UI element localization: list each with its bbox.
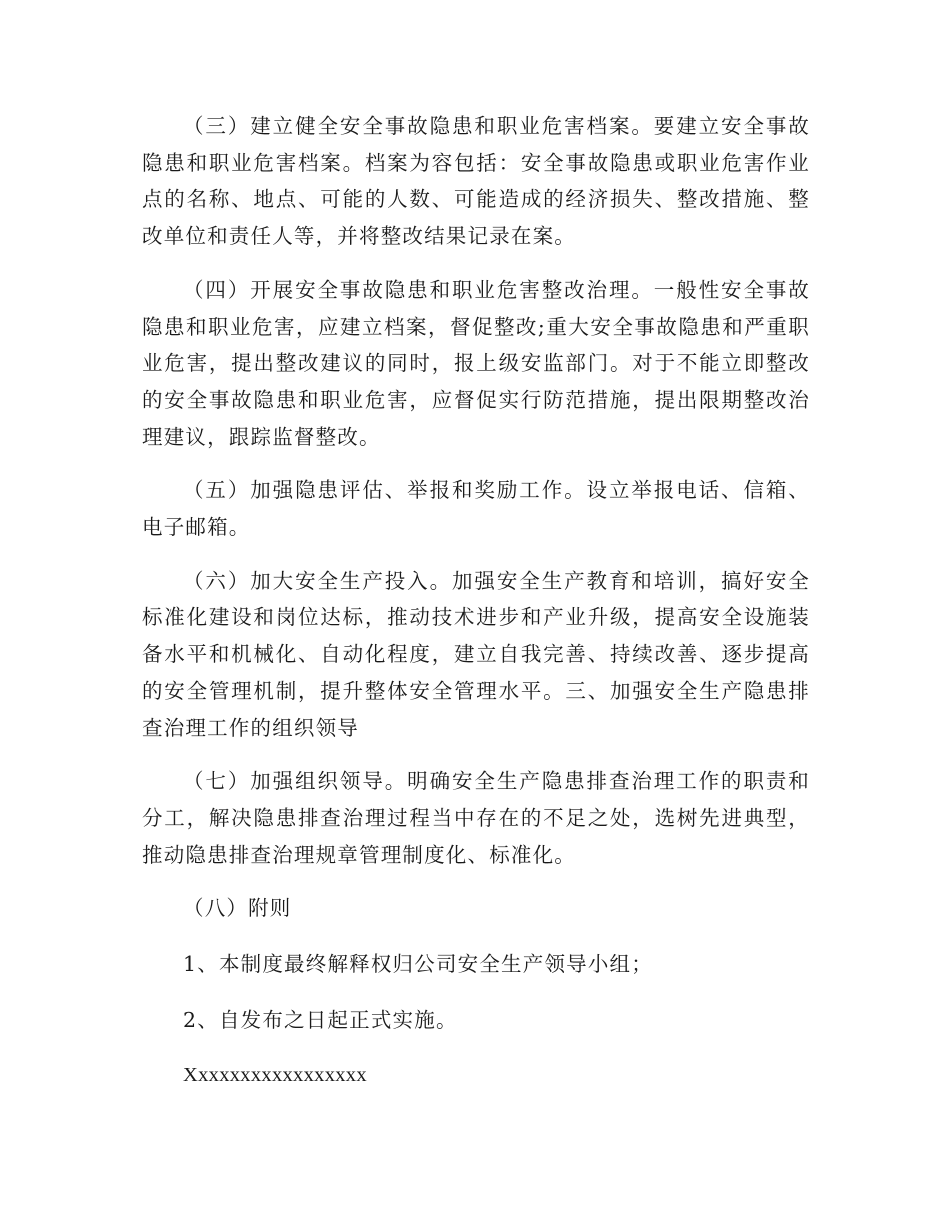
paragraph-safety-investment: （六）加大安全生产投入。加强安全生产教育和培训，搞好安全标准化建设和岗位达标，推动技术进步和产业升级，提高安全设施装备水平和机械化、自动化程度，建立自我完善、持续改善、逐步提高的安全管理机制，提升整体安全管理水平。三、加强安全生产隐患排查治理工作的组织领导 bbox=[142, 568, 810, 740]
paragraph-organization-leadership: （七）加强组织领导。明确安全生产隐患排查治理工作的职责和分工，解决隐患排查治理过程当中存在的不足之处，选树先进典型，推动隐患排查治理规章管理制度化、标准化。 bbox=[142, 769, 810, 867]
signature: Xxxxxxxxxxxxxxxxx bbox=[183, 1064, 367, 1087]
paragraph-appendix-heading: （八）附则 bbox=[183, 896, 292, 921]
document-body bbox=[142, 108, 810, 1094]
paragraph-assessment-reporting: （五）加强隐患评估、举报和奖励工作。设立举报电话、信箱、电子邮箱。 bbox=[142, 478, 810, 540]
paragraph-hidden-danger-archive: （三）建立健全安全事故隐患和职业危害档案。要建立安全事故隐患和职业危害档案。档案为容包括：安全事故隐患或职业危害作业点的名称、地点、可能的人数、可能造成的经济损失、整改措施、整改单位和责任人等，并将整改结果记录在案。 bbox=[142, 114, 810, 249]
paragraph-appendix-item-2: 2、自发布之日起正式实施。 bbox=[183, 1007, 458, 1032]
paragraph-rectification: （四）开展安全事故隐患和职业危害整改治理。一般性安全事故隐患和职业危害，应建立档案，督促整改;重大安全事故隐患和严重职业危害，提出整改建议的同时，报上级安监部门。对于不能立即整改的安全事故隐患和职业危害，应督促实行防范措施，提出限期整改治理建议，跟踪监督整改。 bbox=[142, 277, 810, 449]
paragraph-appendix-item-1: 1、本制度最终解释权归公司安全生产领导小组； bbox=[183, 952, 653, 977]
